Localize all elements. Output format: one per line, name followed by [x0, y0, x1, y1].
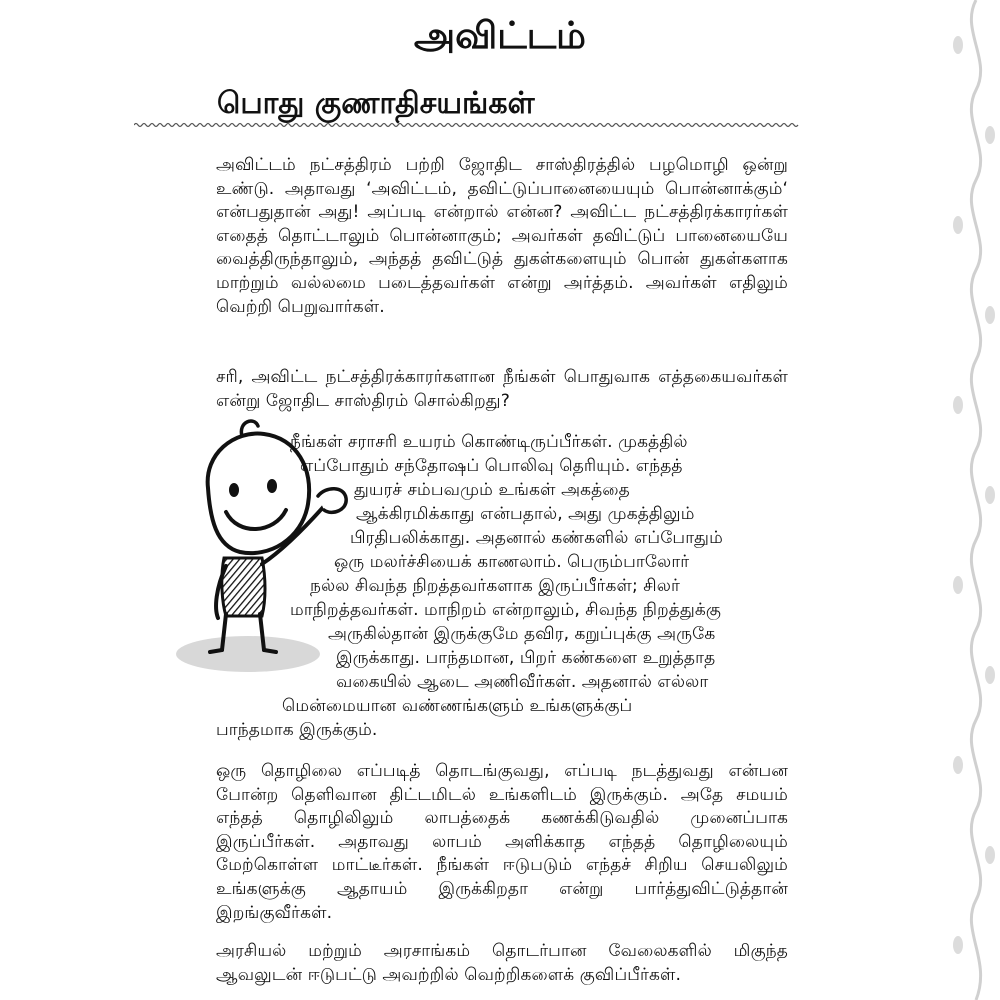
paragraph-politics: அரசியல் மற்றும் அரசாங்கம் தொடர்பான வேலைகளில் மிகுந்த ஆவலுடன் ஈடுபட்டு அவற்றில் வெற்றிகளைக் குவிப்பீர்கள். — [216, 941, 788, 985]
section-title: பொது குணாதிசயங்கள் — [217, 86, 535, 121]
paragraph-question: சரி, அவிட்ட நட்சத்திரக்காரர்களான நீங்கள் பொதுவாக எத்தகையவர்கள் என்று ஜோதிட சாஸ்திரம் சொல்கிறது? — [216, 367, 788, 411]
paragraph-line: துயரச் சம்பவமும் உங்கள் அகத்தை — [354, 480, 630, 500]
paragraph-line: எப்போதும் சந்தோஷப் பொலிவு தெரியும். எந்தத் — [300, 456, 683, 476]
paragraph-business: ஒரு தொழிலை எப்படித் தொடங்குவது, எப்படி நடத்துவது என்பன போன்ற தெளிவான திட்டமிடல் உங்களிடம் இருக்கும். அதே சமயம் எந்தத் தொழிலிலும் லாபத்தைக் கணக்கிடுவதில் முனைப்பாக இருப்பீர்கள். அதாவது லாபம் அளிக்காத எந்தத் தொழிலையும் மேற்கொள்ள மாட்டீர்கள். நீங்கள் ஈடுபடும் எந்தச் சிறிய செயலிலும் உங்களுக்கு ஆதாயம் இருக்கிறதா என்று பார்த்துவிட்டுத்தான் இறங்குவீர்கள். — [216, 761, 788, 923]
section-divider — [134, 122, 800, 128]
paragraph-line: மென்மையான வண்ணங்களும் உங்களுக்குப் — [282, 696, 633, 716]
paragraph-line: ஆக்கிரமிக்காது என்பதால், அது முகத்திலும் — [356, 504, 695, 524]
paragraph-line: நல்ல சிவந்த நிறத்தவர்களாக இருப்பீர்கள்; சிலர் — [310, 576, 680, 596]
paragraph-line: மாநிறத்தவர்கள். மாநிறம் என்றாலும், சிவந்த நிறத்துக்கு — [290, 600, 722, 620]
decorative-border — [938, 0, 1000, 1000]
paragraph-line: ஒரு மலர்ச்சியைக் காணலாம். பெரும்பாலோர் — [334, 552, 690, 572]
paragraph-line: அருகில்தான் இருக்குமே தவிர, கறுப்புக்கு அருகே — [328, 624, 716, 644]
paragraph-line: பாந்தமாக இருக்கும். — [216, 720, 378, 740]
paragraph-line: பிரதிபலிக்காது. அதனால் கண்களில் எப்போதும் — [350, 528, 723, 548]
paragraph-line: நீங்கள் சராசரி உயரம் கொண்டிருப்பீர்கள். முகத்தில் — [290, 432, 688, 452]
page-title: அவிட்டம் — [414, 14, 586, 57]
paragraph-line: வகையில் ஆடை அணிவீர்கள். அதனால் எல்லா — [336, 672, 709, 692]
paragraph-intro: அவிட்டம் நட்சத்திரம் பற்றி ஜோதிட சாஸ்திரத்தில் பழமொழி ஒன்று உண்டு. அதாவது ‘அவிட்டம், தவிட்டுப்பானையையும் பொன்னாக்கும்‘ என்பதுதான் அது! அப்படி என்றால் என்ன? அவிட்ட நட்சத்திரக்காரர்கள் எதைத் தொட்டாலும் பொன்னாகும்; அவர்கள் தவிட்டுப் பானையையே வைத்திருந்தாலும், அந்தத் தவிட்டுத் துகள்களையும் பொன் துகள்களாக மாற்றும் வல்லமை படைத்தவர்கள் என்று அர்த்தம். அவர்கள் எதிலும் வெற்றி பெறுவார்கள். — [216, 155, 788, 317]
paragraph-line: இருக்காது. பாந்தமான, பிறர் கண்களை உறுத்தாத — [336, 648, 716, 668]
